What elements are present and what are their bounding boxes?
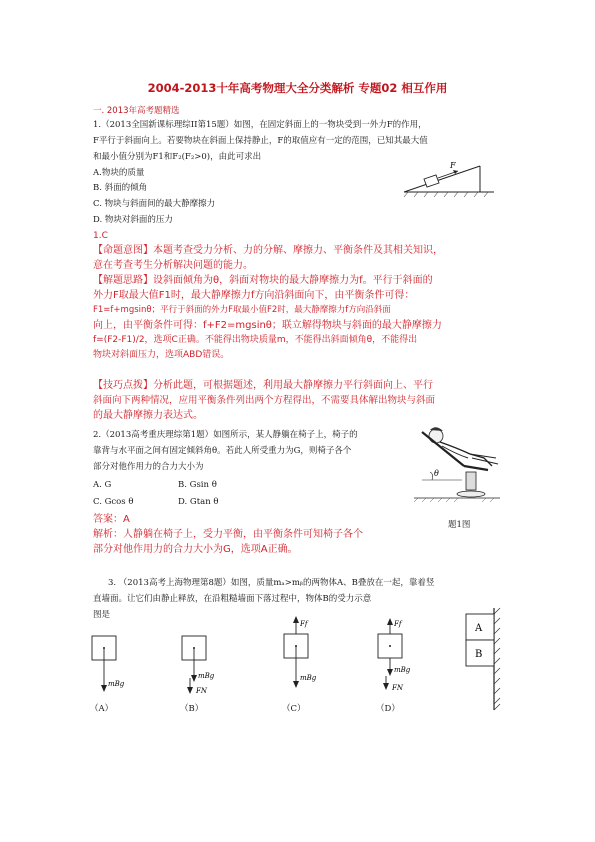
- q1-answer-mark: 1.C: [93, 231, 108, 241]
- q2-answer-line: 答案：A: [93, 514, 130, 525]
- force-label-mg: mBg: [394, 666, 411, 674]
- q1-option: D. 物块对斜面的压力: [93, 215, 173, 225]
- q3-stem-line: 3. （2013高考上海物理第8题）如图，质量mₐ>mᵦ的两物体A、B叠放在一起，靠着竖: [108, 578, 435, 588]
- q2-stem-line: 2.（2013高考重庆理综第1题）如图所示，某人静躺在椅子上，椅子的: [93, 430, 358, 440]
- q3-stem-line: 直墙面。让它们由静止释放，在沿粗糙墙面下落过程中，物体B的受力示意: [93, 594, 372, 604]
- choice-c-diagram: [280, 614, 340, 702]
- q1-stem-line: 1.（2013全国新课标理综II第15题）如图，在固定斜面上的一物块受到一外力F的作用，: [93, 120, 427, 130]
- q1-analysis-line: F1=f+mgsinθ；平行于斜面的外力F取最小值F2时，最大静摩擦力f方向沿斜面: [93, 305, 391, 315]
- q1-option: A.物块的质量: [93, 168, 145, 178]
- q1-stem-line: 和最小值分别为F1和F₂(F₂>0)，由此可求出: [93, 152, 262, 162]
- q1-analysis-line: f=(F2-F1)/2，选项C正确。不能得出物块质量m，不能得出斜面倾角θ，不能得出: [93, 335, 418, 345]
- q1-option: B. 斜面的倾角: [93, 183, 148, 193]
- q2-option: B. Gsin θ: [178, 480, 217, 490]
- angle-theta-label: θ: [434, 469, 439, 478]
- q1-analysis-line: 意在考查考生分析解决问题的能力。: [93, 260, 253, 271]
- choice-d-label: （D）: [376, 704, 400, 714]
- wall-blocks-figure: [448, 604, 508, 714]
- q2-option: A. G: [93, 480, 112, 490]
- q1-option: C. 物块与斜面间的最大静摩擦力: [93, 199, 216, 209]
- q2-option: D. Gtan θ: [178, 497, 219, 507]
- block-b-label: B: [475, 649, 483, 660]
- force-label-mg: mBg: [300, 674, 317, 682]
- choice-a-label: （A）: [90, 704, 114, 714]
- section-heading: 一. 2013年高考题精选: [93, 106, 180, 116]
- choice-b-label: （B）: [180, 704, 204, 714]
- force-label-mg: mBg: [198, 672, 215, 680]
- force-label-mg: mBg: [108, 680, 125, 688]
- q2-stem-line: 部分对他作用力的合力大小为: [93, 462, 204, 472]
- block-a-label: A: [475, 623, 483, 634]
- q1-stem-line: F平行于斜面向上。若要物块在斜面上保持静止，F的取值应有一定的范围，已知其最大值: [93, 136, 428, 146]
- force-label-fn: FN: [196, 687, 207, 695]
- q1-analysis-line: 【解题思路】设斜面倾角为θ，斜面对物块的最大静摩擦力为f。平行于斜面的: [93, 275, 433, 286]
- force-label-ff: Ff: [394, 620, 402, 628]
- reclining-chair-figure: [412, 418, 502, 518]
- q1-tip-line: 斜面向下两种情况，应用平衡条件列出两个方程得出，不需要具体解出物块与斜面: [93, 395, 436, 406]
- choice-b-diagram: [178, 630, 233, 702]
- q1-analysis-line: 物块对斜面压力，选项ABD错误。: [93, 350, 230, 360]
- q2-answer-line: 部分对他作用力的合力大小为G，选项A正确。: [93, 544, 298, 555]
- q1-tip-line: 【技巧点拨】分析此题，可根据题述，利用最大静摩擦力平行斜面向上、平行: [93, 380, 433, 391]
- force-label-fn: FN: [392, 684, 403, 692]
- q2-option: C. Gcos θ: [93, 497, 134, 507]
- choice-d-diagram: [374, 614, 434, 702]
- q3-stem-line: 图是: [93, 610, 111, 620]
- page-title: 2004-2013十年高考物理大全分类解析 专题02 相互作用: [147, 81, 448, 95]
- q1-analysis-line: 向上，由平衡条件可得：f+F2=mgsinθ；联立解得物块与斜面的最大静摩擦力: [93, 320, 442, 331]
- force-label-f: F: [450, 161, 456, 170]
- incline-figure: [398, 158, 498, 200]
- q1-tip-line: 的最大静摩擦力表达式。: [93, 410, 203, 421]
- force-label-ff: Ff: [300, 620, 308, 628]
- q2-answer-line: 解析：人静躺在椅子上，受力平衡，由平衡条件可知椅子各个: [93, 529, 363, 540]
- choice-c-label: （C）: [282, 704, 306, 714]
- q2-stem-line: 靠背与水平面之间有固定倾斜角θ。若此人所受重力为G，则椅子各个: [93, 446, 352, 456]
- choice-a-diagram: [88, 630, 138, 702]
- q1-analysis-line: 【命题意图】本题考查受力分析、力的分解、摩擦力、平衡条件及其相关知识，: [93, 245, 443, 256]
- figure-caption: 题1图: [448, 520, 471, 530]
- q1-analysis-line: 外力F取最大值F1时，最大静摩擦力f方向沿斜面向下，由平衡条件可得：: [93, 290, 415, 301]
